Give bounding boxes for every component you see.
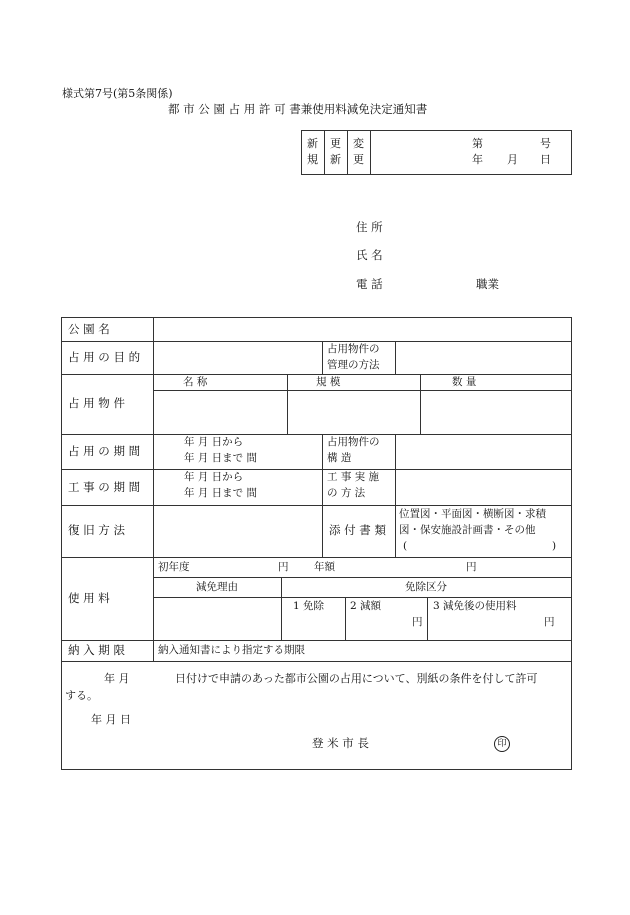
mayor-title: 登 米 市 長: [312, 736, 369, 750]
date-month: 月: [507, 153, 518, 166]
form-title: 都 市 公 園 占 用 許 可 書兼使用料減免決定通知書: [168, 102, 428, 116]
deadline-value: 納入通知書により指定する期限: [158, 644, 305, 656]
permit-date-year-month: 年 月: [104, 672, 130, 685]
kind-new-2: 規: [307, 153, 318, 166]
kind-renew-1: 更: [330, 137, 341, 150]
kind-change-1: 変: [353, 137, 364, 150]
issue-date: 年 月 日: [91, 713, 131, 726]
deadline-label: 納 入 期 限: [68, 643, 125, 657]
period-to: 年 月 日まで 間: [184, 452, 258, 464]
fee-label: 使 用 料: [68, 591, 110, 605]
structure-label-1: 占用物件の: [327, 436, 380, 448]
annual-label: 年額: [314, 561, 335, 573]
management-label-1: 占用物件の: [327, 343, 380, 355]
option-fee-after: 3 減免後の使用料: [433, 600, 517, 612]
form-number: 様式第7号(第5条関係): [62, 87, 173, 100]
col-scale-header: 規 模: [316, 376, 341, 388]
period-label: 占 用 の 期 間: [68, 444, 141, 458]
applicant-address-label: 住 所: [356, 220, 383, 234]
option-reduce-yen: 円: [412, 616, 423, 628]
period-from: 年 月 日から: [184, 436, 244, 448]
exemption-class-header: 免除区分: [405, 581, 447, 593]
kind-change-2: 更: [353, 153, 364, 166]
applicant-occupation-label: 職業: [476, 277, 499, 291]
col-name-header: 名 称: [183, 376, 208, 388]
date-year: 年: [472, 153, 483, 166]
reduction-reason-header: 減免理由: [196, 581, 238, 593]
restoration-label: 復 旧 方 法: [68, 523, 125, 537]
attachments-open-paren: (: [403, 540, 408, 552]
method-label-1: 工 事 実 施: [327, 471, 380, 483]
seal-mark: 印: [494, 736, 510, 752]
date-day: 日: [540, 153, 551, 166]
structure-label-2: 構 造: [327, 452, 352, 464]
number-dai: 第: [472, 137, 483, 150]
kind-renew-2: 新: [330, 153, 341, 166]
management-label-2: 管理の方法: [327, 359, 380, 371]
construction-from: 年 月 日から: [184, 471, 244, 483]
option-reduce: 2 減額: [350, 600, 382, 612]
first-year-yen: 円: [278, 561, 289, 573]
col-quantity-header: 数 量: [452, 376, 477, 388]
permit-statement-line-2: する。: [65, 689, 98, 702]
attachments-label: 添 付 書 類: [329, 523, 386, 537]
number-go: 号: [540, 137, 551, 150]
attachments-line-2: 図・保安施設計画書・その他: [399, 524, 536, 536]
applicant-phone-label: 電 話: [356, 277, 383, 291]
option-exempt: 1 免除: [293, 600, 325, 612]
purpose-label: 占 用 の 目 的: [68, 350, 141, 364]
annual-yen: 円: [466, 561, 477, 573]
kind-new-1: 新: [307, 137, 318, 150]
method-label-2: の 方 法: [327, 487, 366, 499]
permit-statement-line-1: 日付けで申請のあった都市公園の占用について、別紙の条件を付して許可: [175, 672, 538, 685]
objects-label: 占 用 物 件: [68, 396, 125, 410]
attachments-line-1: 位置図・平面図・横断図・求積: [399, 508, 546, 520]
attachments-close-paren: ): [552, 540, 557, 552]
option-fee-after-yen: 円: [544, 616, 555, 628]
applicant-name-label: 氏 名: [356, 248, 383, 262]
first-year-label: 初年度: [158, 561, 190, 573]
construction-to: 年 月 日まで 間: [184, 487, 258, 499]
park-name-label: 公 園 名: [68, 322, 110, 336]
kind-number-box: [301, 130, 572, 175]
construction-period-label: 工 事 の 期 間: [68, 480, 141, 494]
